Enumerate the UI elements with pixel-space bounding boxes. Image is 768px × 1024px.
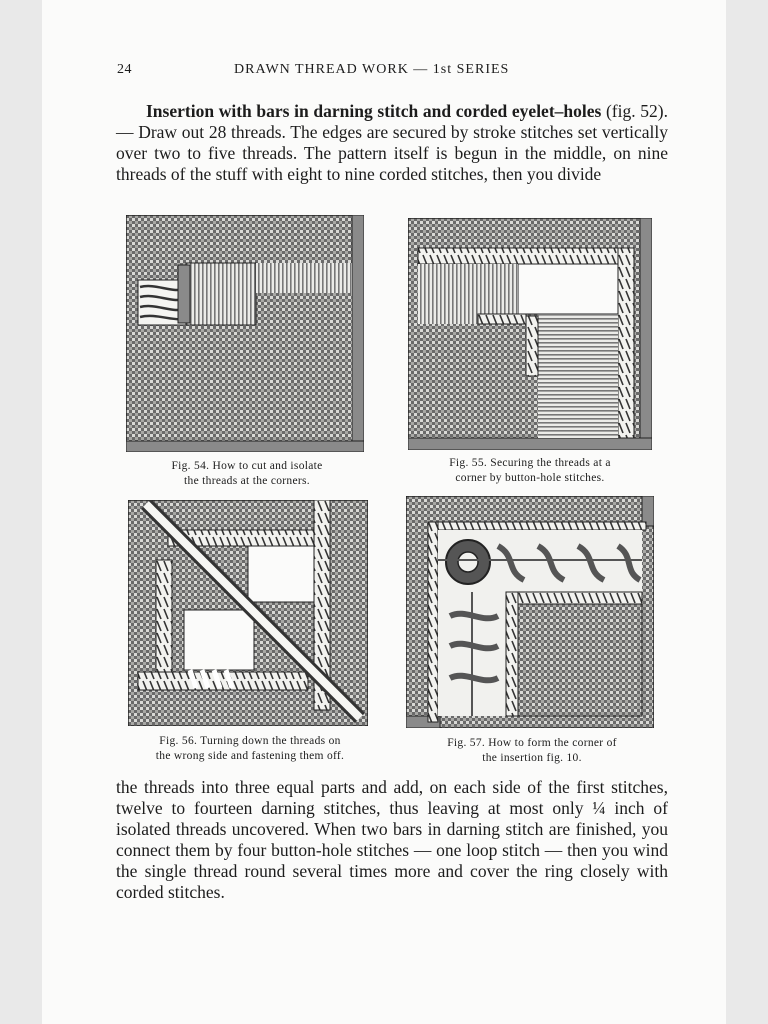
figure-57-illustration xyxy=(406,496,654,728)
figure-54-caption: Fig. 54. How to cut and isolate the threads at the corners. xyxy=(171,460,323,487)
running-title: DRAWN THREAD WORK — 1st SERIES xyxy=(234,62,510,77)
running-head xyxy=(117,62,617,82)
section-heading: Insertion with bars in darning stitch and corded eyelet–holes xyxy=(146,101,602,121)
fraction: ¼ xyxy=(592,798,606,818)
figure-57-caption: Fig. 57. How to form the corner of the insertion fig. 10. xyxy=(447,737,617,764)
page-number: 24 xyxy=(117,62,132,77)
figure-54-illustration xyxy=(126,215,364,452)
figure-56-caption: Fig. 56. Turning down the threads on the wrong side and fastening them off. xyxy=(155,735,345,762)
intro-text: (fig. 52). — Draw out 28 threads. The edges are secured by stroke stitches set vertically over two to five threads. The pattern itself is begun in the middle, on nine threads of the stuff with eight to nine corded stitches, then you divide xyxy=(116,101,668,184)
figure-55-caption: Fig. 55. Securing the threads at a corner by button-hole stitches. xyxy=(449,457,611,484)
continuation-paragraph xyxy=(116,777,668,903)
figure-55-illustration xyxy=(408,218,652,450)
figure-56-illustration xyxy=(128,500,368,726)
book-page xyxy=(42,0,726,1024)
intro-paragraph xyxy=(116,101,668,185)
continuation-text-after: inch of isolated threads uncovered. When two bars in darning stitch are finished, you connect them by four button-hole stitches — one loop stitch — then you wind the single thread round several times more and cover the ring closely with corded stitches. xyxy=(116,798,668,902)
continuation-text-before: the threads into three equal parts and add, on each side of the first stitches, twelve to fourteen darning stitches, thus leaving at most only xyxy=(116,777,668,818)
